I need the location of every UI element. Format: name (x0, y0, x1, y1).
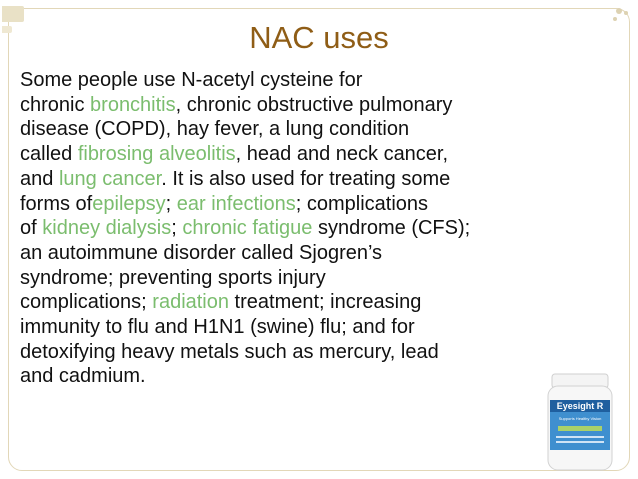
slide-title: NAC uses (249, 20, 389, 55)
paragraph-text: of (20, 217, 43, 240)
slide-body-text (20, 68, 590, 389)
bottle-brand-label: Eyesight R (556, 401, 604, 411)
hyperlink-fibrosing-alveolitis[interactable]: fibrosing alveolitis (77, 143, 236, 166)
hyperlink-chronic-fatigue[interactable]: chronic fatigue (182, 217, 313, 240)
hyperlink-kidney-dialysis[interactable]: kidney dialysis (42, 217, 172, 240)
paragraph-text: syndrome (CFS); (312, 217, 471, 240)
paragraph-text: immunity to flu and H1N1 (swine) flu; and for (20, 316, 415, 339)
paragraph-text: ; (171, 217, 183, 240)
bottle-subtitle-label: Supports Healthy Vision (558, 416, 602, 421)
paragraph-text: syndrome; preventing sports injury (20, 266, 326, 289)
paragraph-text: ; (165, 192, 177, 215)
paragraph-text: ; complications (295, 192, 429, 215)
paragraph-text: complications; (20, 291, 153, 314)
hyperlink-lung-cancer[interactable]: lung cancer (58, 167, 162, 190)
paragraph-text: and cadmium. (20, 365, 146, 388)
paragraph-text: disease (COPD), hay fever, a lung condition (20, 118, 410, 141)
paragraph-text: an autoimmune disorder called Sjogren’s (20, 241, 383, 264)
paragraph-text: chronic (20, 93, 91, 116)
paragraph-text: Some people use N-acetyl cysteine for (20, 69, 363, 91)
hyperlink-epilepsy[interactable]: epilepsy (92, 192, 166, 215)
paragraph-text: called (20, 143, 78, 166)
hyperlink-bronchitis[interactable]: bronchitis (90, 93, 176, 116)
hyperlink-ear-infections[interactable]: ear infections (176, 192, 296, 215)
paragraph-text: forms of (20, 192, 93, 215)
paragraph-text: , chronic obstructive pulmonary (175, 93, 453, 116)
paragraph-text: detoxifying heavy metals such as mercury, lead (20, 340, 439, 363)
paragraph-text: . It is also used for treating some (161, 167, 451, 190)
paragraph-text: and (20, 167, 59, 190)
paragraph-text: , head and neck cancer, (235, 143, 449, 166)
paragraph-text: treatment; increasing (229, 291, 422, 314)
hyperlink-radiation[interactable]: radiation (152, 291, 229, 314)
supplement-bottle-image (540, 370, 620, 472)
